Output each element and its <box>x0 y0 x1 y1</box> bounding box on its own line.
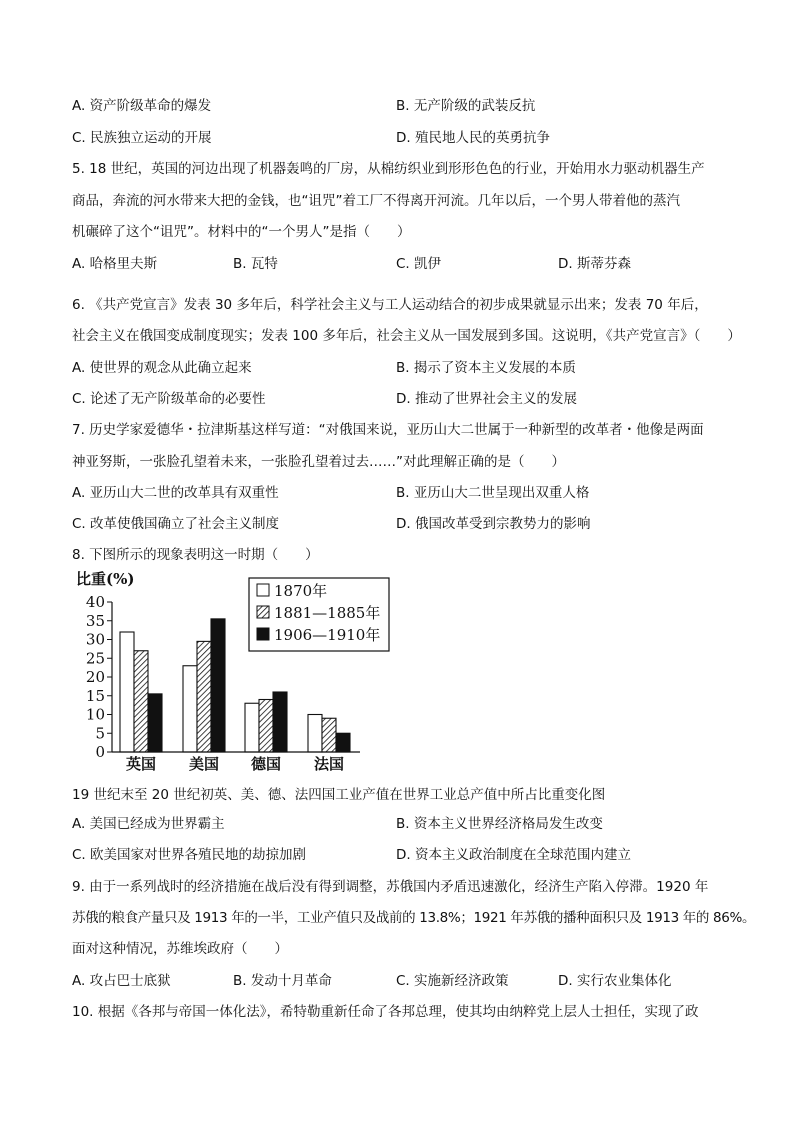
chart-y-tick-label: 10 <box>85 705 105 724</box>
q10-stem-line1: 10. 根据《各邦与帝国一体化法》，希特勒重新任命了各邦总理，使其均由纳粹党上层人士担任，实现了政 <box>72 1004 699 1020</box>
chart-bar <box>197 641 211 752</box>
q6-option-d: D. 推动了世界社会主义的发展 <box>396 391 577 407</box>
chart-bar <box>245 703 259 752</box>
chart-legend-swatch <box>257 584 269 596</box>
chart-legend-label: 1870年 <box>274 582 328 600</box>
q9-option-a: A. 攻占巴士底狱 <box>72 973 171 989</box>
chart-legend <box>249 578 389 651</box>
chart-x-category-label: 英国 <box>125 755 157 773</box>
q8-chart-caption: 19 世纪末至 20 世纪初英、美、德、法四国工业产值在世界工业总产值中所占比重变化图 <box>72 787 606 803</box>
q4-option-c: C. 民族独立运动的开展 <box>72 130 212 146</box>
chart-y-tick-label: 5 <box>95 724 105 743</box>
q9-stem-line2: 苏俄的粮食产量只及 1913 年的一半，工业产值只及战前的 13.8%；1921 年苏俄的播种面积只及 1913 年的 86%。 <box>72 910 756 926</box>
q8-option-c: C. 欧美国家对世界各殖民地的劫掠加剧 <box>72 847 307 863</box>
chart-bar <box>259 700 273 753</box>
q9-stem-line1: 9. 由于一系列战时的经济措施在战后没有得到调整，苏俄国内矛盾迅速激化，经济生产陷入停滞。1920 年 <box>72 879 709 895</box>
q5-option-d: D. 斯蒂芬森 <box>558 256 631 272</box>
q5-stem-line1: 5. 18 世纪，英国的河边出现了机器轰鸣的厂房，从棉纺织业到形形色色的行业，开始用水力驱动机器生产 <box>72 161 705 177</box>
q7-stem-line2: 神亚努斯，一张脸孔望着未来，一张脸孔望着过去……”对此理解正确的是（ ） <box>72 454 565 470</box>
chart-bar <box>120 632 134 752</box>
chart-y-tick-label: 15 <box>85 686 105 705</box>
chart-y-tick-label: 35 <box>85 611 105 630</box>
q7-option-b: B. 亚历山大二世呈现出双重人格 <box>396 485 590 501</box>
chart-bar <box>134 651 148 752</box>
q7-option-d: D. 俄国改革受到宗教势力的影响 <box>396 516 591 532</box>
q9-option-c: C. 实施新经济政策 <box>396 973 509 989</box>
q5-option-b: B. 瓦特 <box>233 256 278 272</box>
chart-bar <box>148 694 162 752</box>
chart-legend-swatch <box>257 606 269 618</box>
chart-bar <box>273 692 287 752</box>
chart-y-tick-label: 0 <box>95 743 105 761</box>
chart-bar <box>322 718 336 752</box>
q8-stem-line1: 8. 下图所示的现象表明这一时期（ ） <box>72 547 319 563</box>
q6-option-b: B. 揭示了资本主义发展的本质 <box>396 360 576 376</box>
chart-x-category-label: 德国 <box>250 755 282 773</box>
q6-option-a: A. 使世界的观念从此确立起来 <box>72 360 252 376</box>
q6-stem-line1: 6. 《共产党宣言》发表 30 多年后，科学社会主义与工人运动结合的初步成果就显示出来；发表 70 年后， <box>72 297 708 313</box>
q7-option-a: A. 亚历山大二世的改革具有双重性 <box>72 485 279 501</box>
q6-option-c: C. 论述了无产阶级革命的必要性 <box>72 391 266 407</box>
chart-legend-swatch <box>257 628 269 640</box>
chart-bar <box>183 666 197 752</box>
chart-y-tick-label: 25 <box>85 649 105 668</box>
chart-legend-label: 1881—1885年 <box>274 604 381 622</box>
q8-option-a: A. 美国已经成为世界霸主 <box>72 816 225 832</box>
chart-y-tick-label: 40 <box>85 593 105 611</box>
chart-bar <box>211 619 225 752</box>
chart-y-axis-label: 比重(%) <box>76 570 135 588</box>
chart-y-tick-label: 30 <box>85 630 105 649</box>
chart-x-category-label: 美国 <box>188 755 220 773</box>
q9-option-b: B. 发动十月革命 <box>233 973 332 989</box>
q7-option-c: C. 改革使俄国确立了社会主义制度 <box>72 516 280 532</box>
q4-option-b: B. 无产阶级的武装反抗 <box>396 98 536 114</box>
chart-x-category-label: 法国 <box>313 755 345 773</box>
q5-option-c: C. 凯伊 <box>396 256 442 272</box>
q5-stem-line3: 机碾碎了这个“诅咒”。材料中的“一个男人”是指（ ） <box>72 224 411 240</box>
q8-option-d: D. 资本主义政治制度在全球范围内建立 <box>396 847 631 863</box>
q9-stem-line3: 面对这种情况，苏维埃政府（ ） <box>72 941 288 957</box>
chart-bar <box>336 733 350 752</box>
chart-bar <box>308 715 322 753</box>
q6-stem-line2: 社会主义在俄国变成制度现实；发表 100 多年后，社会主义从一国发展到多国。这说明，《共产党宣言》（ ） <box>72 328 741 344</box>
chart-legend-label: 1906—1910年 <box>274 626 381 644</box>
q8-option-b: B. 资本主义世界经济格局发生改变 <box>396 816 603 832</box>
industrial-share-bar-chart <box>68 568 398 778</box>
q4-option-d: D. 殖民地人民的英勇抗争 <box>396 130 550 146</box>
q5-option-a: A. 哈格里夫斯 <box>72 256 158 272</box>
q4-option-a: A. 资产阶级革命的爆发 <box>72 98 212 114</box>
chart-y-tick-label: 20 <box>85 668 105 686</box>
q5-stem-line2: 商品，奔流的河水带来大把的金钱，也“诅咒”着工厂不得离开河流。几年以后，一个男人带着他的蒸汽 <box>72 193 680 209</box>
q9-option-d: D. 实行农业集体化 <box>558 973 672 989</box>
q7-stem-line1: 7. 历史学家爱德华・拉津斯基这样写道：“对俄国来说，亚历山大二世属于一种新型的改革者・他像是两面 <box>72 422 704 438</box>
